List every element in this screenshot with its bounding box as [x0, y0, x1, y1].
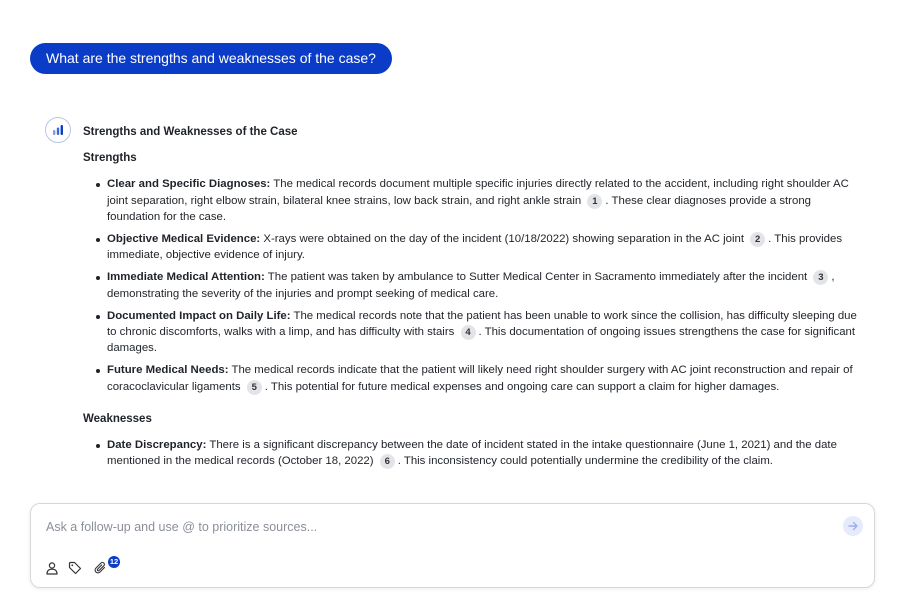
paperclip-icon [94, 561, 108, 575]
citation-badge[interactable]: 2 [750, 232, 765, 247]
list-item [95, 308, 858, 357]
bullet-text: There is a significant discrepancy between the date of incident stated in the intake questionnaire (June 1, 2021) and the date mentioned in the medical records (October 18, 2022) [107, 439, 837, 468]
bullet-text: The medical records document multiple specific injuries directly related to the accident, including right shoulder AC joint separation, right elbow strain, bilateral knee strains, low back strain, and right ankle strain [107, 178, 849, 207]
strengths-list [95, 176, 858, 394]
answer-title: Strengths and Weaknesses of the Case [83, 126, 298, 138]
bullet-text: The medical records indicate that the patient will likely need right shoulder surgery with AC joint reconstruction and repair of coracoclavicular ligaments [107, 364, 853, 393]
attach-button[interactable] [93, 560, 109, 576]
list-item [95, 231, 858, 263]
bullet-label: Clear and Specific Diagnoses: [107, 178, 271, 191]
composer [30, 503, 875, 588]
follow-up-input[interactable] [46, 518, 826, 536]
citation-badge[interactable]: 5 [247, 380, 262, 395]
user-question-bubble: What are the strengths and weaknesses of the case? [30, 43, 392, 74]
bullet-text: The medical records note that the patient has been unable to work since the collision, has difficulty sleeping due to chronic discomforts, walks with a limp, and has difficulty with stairs [107, 309, 857, 339]
bullet-text-after: . This potential for future medical expenses and ongoing care can support a claim for higher damages. [264, 380, 780, 393]
list-item [95, 437, 858, 469]
bullet-text-after: . This documentation of ongoing issues strengthens the case for significant damages. [107, 326, 856, 355]
bullet-label: Future Medical Needs: [107, 364, 229, 377]
citation-badge[interactable]: 4 [461, 325, 476, 340]
bullet-text-after: . These clear diagnoses provide a strong foundation for the case. [107, 194, 811, 223]
arrow-right-icon [847, 520, 859, 532]
person-icon [45, 561, 59, 575]
list-item [95, 362, 858, 394]
bullet-label: Immediate Medical Attention: [107, 271, 265, 284]
person-button[interactable] [44, 560, 60, 576]
list-item [95, 176, 858, 225]
tag-icon [68, 561, 82, 575]
bullet-label: Documented Impact on Daily Life: [107, 309, 291, 322]
send-button[interactable] [843, 516, 863, 536]
tag-button[interactable] [67, 560, 83, 576]
bullet-text-after: , demonstrating the severity of the injuries and prompt seeking of medical care. [107, 271, 835, 300]
weaknesses-heading: Weaknesses [83, 412, 152, 425]
bullet-text: The patient was taken by ambulance to Sutter Medical Center in Sacramento immediately after the incident [267, 271, 808, 284]
bullet-label: Date Discrepancy: [107, 439, 207, 452]
citation-badge[interactable]: 3 [813, 270, 828, 285]
attachments-count-badge: 12 [109, 557, 119, 566]
bar-chart-logo-icon [45, 117, 71, 143]
bullet-text-after: . This inconsistency could potentially undermine the credibility of the claim. [397, 455, 773, 468]
strengths-heading: Strengths [83, 152, 137, 165]
weaknesses-list [95, 437, 858, 469]
bullet-text: X-rays were obtained on the day of the incident (10/18/2022) showing separation in the AC joint [263, 233, 744, 246]
bullet-text-after: . This provides immediate, objective evidence of injury. [107, 233, 843, 262]
citation-badge[interactable]: 1 [587, 194, 602, 209]
answer-panel [83, 124, 858, 504]
list-item [95, 269, 858, 301]
bullet-label: Objective Medical Evidence: [107, 233, 261, 246]
citation-badge[interactable]: 6 [380, 454, 395, 469]
